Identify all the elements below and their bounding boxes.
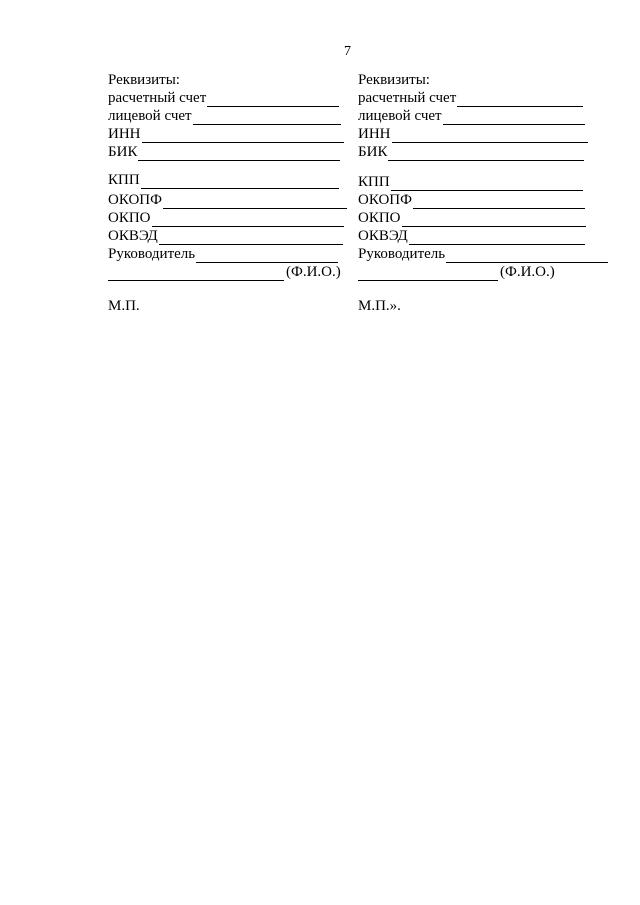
- right-field-personal-account: [358, 108, 585, 125]
- field-label: ИНН: [358, 126, 391, 142]
- stamp-label: М.П.».: [358, 298, 401, 314]
- left-field-kpp: [108, 172, 339, 189]
- field-label: КПП: [358, 174, 390, 190]
- stamp-label: М.П.: [108, 298, 140, 314]
- right-field-okved: [358, 228, 585, 245]
- right-stamp: [358, 298, 401, 315]
- fio-label: (Ф.И.О.): [286, 264, 341, 280]
- inn-blank[interactable]: [142, 129, 344, 143]
- left-field-okopf: [108, 192, 347, 209]
- personal-account-blank[interactable]: [193, 111, 341, 125]
- left-field-personal-account: [108, 108, 341, 125]
- left-field-director: [108, 246, 338, 263]
- left-stamp: [108, 298, 140, 315]
- left-field-okpo: [108, 210, 344, 227]
- field-label: БИК: [358, 144, 388, 160]
- personal-account-blank[interactable]: [443, 111, 585, 125]
- settlement-account-blank[interactable]: [207, 93, 339, 107]
- field-label: ОКПО: [108, 210, 151, 226]
- requisites-heading: Реквизиты:: [108, 72, 180, 88]
- right-field-director: [358, 246, 608, 263]
- field-label: ОКВЭД: [108, 228, 158, 244]
- left-heading: [108, 72, 180, 89]
- right-field-settlement-account: [358, 90, 583, 107]
- field-label: ОКОПФ: [358, 192, 412, 208]
- right-field-inn: [358, 126, 588, 143]
- left-field-okved: [108, 228, 343, 245]
- field-label: ИНН: [108, 126, 141, 142]
- right-field-okpo: [358, 210, 586, 227]
- field-label: Руководитель: [108, 246, 196, 262]
- okopf-blank[interactable]: [163, 195, 347, 209]
- okopf-blank[interactable]: [413, 195, 585, 209]
- director-blank[interactable]: [196, 249, 338, 263]
- field-label: ОКПО: [358, 210, 401, 226]
- settlement-account-blank[interactable]: [457, 93, 583, 107]
- right-field-kpp: [358, 174, 583, 191]
- left-field-settlement-account: [108, 90, 339, 107]
- field-label: ОКОПФ: [108, 192, 162, 208]
- field-label: БИК: [108, 144, 138, 160]
- field-label: расчетный счет: [358, 90, 457, 106]
- right-heading: [358, 72, 430, 89]
- bik-blank[interactable]: [388, 147, 584, 161]
- field-label: ОКВЭД: [358, 228, 408, 244]
- okved-blank[interactable]: [409, 231, 585, 245]
- okved-blank[interactable]: [159, 231, 343, 245]
- field-label: КПП: [108, 172, 140, 188]
- okpo-blank[interactable]: [402, 213, 586, 227]
- page-number: 7: [344, 44, 351, 59]
- right-field-okopf: [358, 192, 585, 209]
- bik-blank[interactable]: [138, 147, 340, 161]
- inn-blank[interactable]: [392, 129, 588, 143]
- left-fio-line: [108, 264, 341, 281]
- field-label: расчетный счет: [108, 90, 207, 106]
- director-blank[interactable]: [446, 249, 608, 263]
- field-label: лицевой счет: [108, 108, 192, 124]
- right-fio-line: [358, 264, 555, 281]
- right-field-bik: [358, 144, 584, 161]
- left-field-inn: [108, 126, 344, 143]
- field-label: лицевой счет: [358, 108, 442, 124]
- fio-blank[interactable]: [108, 267, 284, 281]
- okpo-blank[interactable]: [152, 213, 344, 227]
- kpp-blank[interactable]: [141, 175, 339, 189]
- field-label: Руководитель: [358, 246, 446, 262]
- requisites-heading: Реквизиты:: [358, 72, 430, 88]
- fio-blank[interactable]: [358, 267, 498, 281]
- left-field-bik: [108, 144, 340, 161]
- kpp-blank[interactable]: [391, 177, 583, 191]
- fio-label: (Ф.И.О.): [500, 264, 555, 280]
